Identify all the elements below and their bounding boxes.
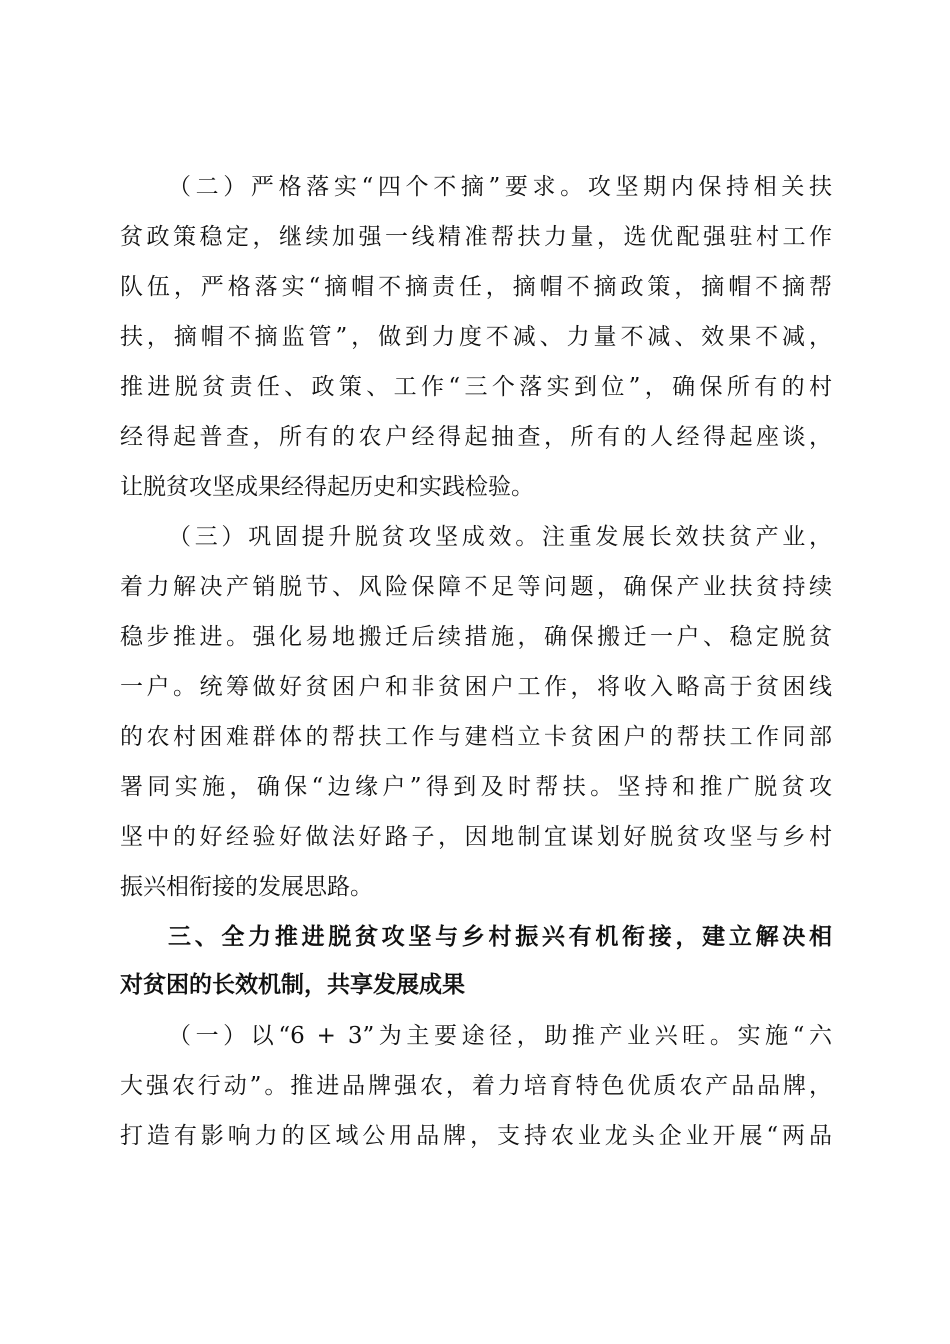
text-line: 坚中的好经验好做法好路子，因地制宜谋划好脱贫攻坚与乡村	[120, 824, 832, 850]
section-heading-line: 三、全力推进脱贫攻坚与乡村振兴有机衔接，建立解决相	[168, 924, 832, 950]
text-line: 让脱贫攻坚成果经得起历史和实践检验。	[120, 474, 534, 500]
text-line: 稳步推进。强化易地搬迁后续措施，确保搬迁一户、稳定脱贫	[120, 624, 832, 650]
text-line: 着力解决产销脱节、风险保障不足等问题，确保产业扶贫持续	[120, 574, 832, 600]
text-line: 振兴相衔接的发展思路。	[120, 874, 373, 900]
text-line: （一）以“6 + 3”为主要途径，助推产业兴旺。实施“六	[168, 1023, 832, 1049]
text-line: （二）严格落实“四个不摘”要求。攻坚期内保持相关扶	[168, 174, 832, 200]
text-line: 署同实施，确保“边缘户”得到及时帮扶。坚持和推广脱贫攻	[120, 774, 832, 800]
text-line: 队伍，严格落实“摘帽不摘责任，摘帽不摘政策，摘帽不摘帮	[120, 274, 832, 300]
text-line: 扶，摘帽不摘监管”，做到力度不减、力量不减、效果不减，	[120, 324, 832, 350]
text-line: 的农村困难群体的帮扶工作与建档立卡贫困户的帮扶工作同部	[120, 724, 832, 750]
text-line: 一户。统筹做好贫困户和非贫困户工作，将收入略高于贫困线	[120, 674, 832, 700]
text-line: 经得起普查，所有的农户经得起抽查，所有的人经得起座谈，	[120, 424, 832, 450]
text-line: 大强农行动”。推进品牌强农，着力培育特色优质农产品品牌，	[120, 1073, 832, 1099]
text-line: 打造有影响力的区域公用品牌，支持农业龙头企业开展“两品	[120, 1123, 832, 1149]
text-line: （三）巩固提升脱贫攻坚成效。注重发展长效扶贫产业，	[168, 524, 832, 550]
section-heading-line: 对贫困的长效机制，共享发展成果	[120, 972, 465, 998]
text-line: 推进脱贫责任、政策、工作“三个落实到位”，确保所有的村	[120, 374, 832, 400]
text-line: 贫政策稳定，继续加强一线精准帮扶力量，选优配强驻村工作	[120, 224, 832, 250]
